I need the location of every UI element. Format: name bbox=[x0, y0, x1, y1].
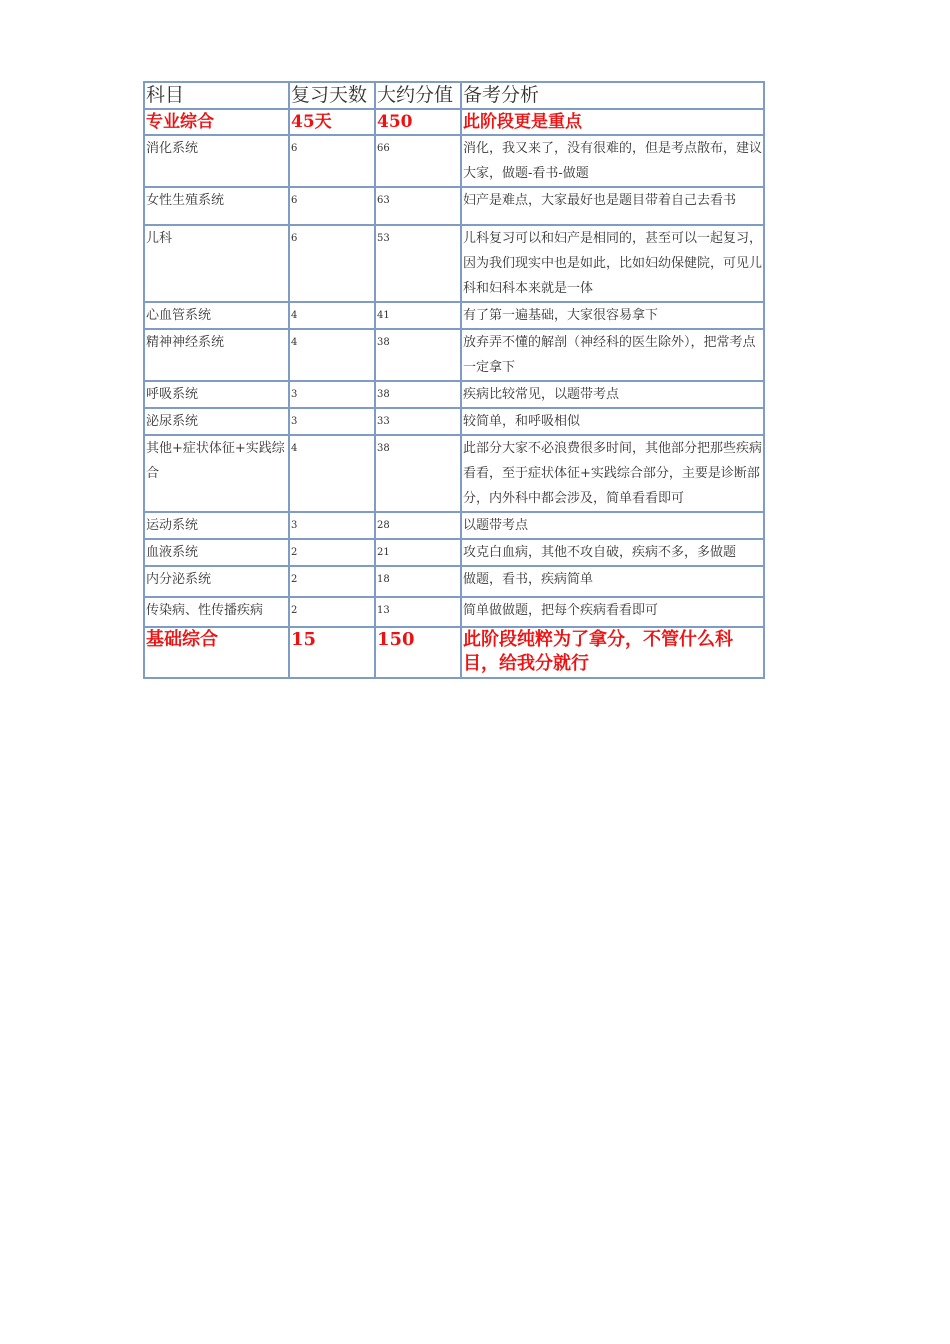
row-score: 53 bbox=[375, 225, 461, 302]
study-plan-table bbox=[143, 81, 765, 679]
row-subject: 血液系统 bbox=[144, 539, 289, 566]
table-header-row bbox=[144, 82, 764, 109]
table-row bbox=[144, 381, 764, 408]
table-row bbox=[144, 225, 764, 302]
section-row-basic bbox=[144, 627, 764, 678]
row-score: 38 bbox=[375, 435, 461, 512]
table-row bbox=[144, 512, 764, 539]
table-row bbox=[144, 566, 764, 597]
row-note: 此部分大家不必浪费很多时间，其他部分把那些疾病看看，至于症状体征+实践综合部分，主要是诊断部分，内外科中都会涉及，简单看看即可 bbox=[461, 435, 764, 512]
row-subject: 呼吸系统 bbox=[144, 381, 289, 408]
row-subject: 心血管系统 bbox=[144, 302, 289, 329]
row-days: 6 bbox=[289, 187, 375, 225]
row-days: 3 bbox=[289, 381, 375, 408]
row-note: 放弃弄不懂的解剖（神经科的医生除外），把常考点一定拿下 bbox=[461, 329, 764, 381]
row-days: 6 bbox=[289, 225, 375, 302]
row-subject: 泌尿系统 bbox=[144, 408, 289, 435]
row-score: 38 bbox=[375, 329, 461, 381]
row-days: 2 bbox=[289, 597, 375, 627]
row-note: 简单做做题，把每个疾病看看即可 bbox=[461, 597, 764, 627]
table-row bbox=[144, 329, 764, 381]
row-days: 4 bbox=[289, 435, 375, 512]
header-score: 大约分值 bbox=[375, 82, 461, 109]
row-note: 攻克白血病，其他不攻自破，疾病不多，多做题 bbox=[461, 539, 764, 566]
section-subject: 基础综合 bbox=[144, 627, 289, 678]
row-days: 3 bbox=[289, 408, 375, 435]
row-note: 有了第一遍基础，大家很容易拿下 bbox=[461, 302, 764, 329]
row-days: 6 bbox=[289, 135, 375, 187]
row-note: 以题带考点 bbox=[461, 512, 764, 539]
row-score: 63 bbox=[375, 187, 461, 225]
table-row bbox=[144, 539, 764, 566]
row-subject: 儿科 bbox=[144, 225, 289, 302]
section-days: 45天 bbox=[289, 109, 375, 135]
row-subject: 其他+症状体征+实践综合 bbox=[144, 435, 289, 512]
section-days: 15 bbox=[289, 627, 375, 678]
section-score: 150 bbox=[375, 627, 461, 678]
table-row bbox=[144, 135, 764, 187]
row-score: 41 bbox=[375, 302, 461, 329]
row-subject: 运动系统 bbox=[144, 512, 289, 539]
row-days: 2 bbox=[289, 566, 375, 597]
table-row bbox=[144, 187, 764, 225]
section-score: 450 bbox=[375, 109, 461, 135]
row-score: 33 bbox=[375, 408, 461, 435]
row-score: 18 bbox=[375, 566, 461, 597]
section-subject: 专业综合 bbox=[144, 109, 289, 135]
row-subject: 传染病、性传播疾病 bbox=[144, 597, 289, 627]
header-subject: 科目 bbox=[144, 82, 289, 109]
row-note: 较简单，和呼吸相似 bbox=[461, 408, 764, 435]
row-note: 疾病比较常见，以题带考点 bbox=[461, 381, 764, 408]
row-note: 儿科复习可以和妇产是相同的，甚至可以一起复习，因为我们现实中也是如此，比如妇幼保健院，可见儿科和妇科本来就是一体 bbox=[461, 225, 764, 302]
table-row bbox=[144, 435, 764, 512]
table-row bbox=[144, 597, 764, 627]
row-subject: 消化系统 bbox=[144, 135, 289, 187]
table-row bbox=[144, 408, 764, 435]
row-days: 4 bbox=[289, 329, 375, 381]
row-score: 66 bbox=[375, 135, 461, 187]
row-score: 28 bbox=[375, 512, 461, 539]
row-days: 2 bbox=[289, 539, 375, 566]
section-row-professional bbox=[144, 109, 764, 135]
row-subject: 女性生殖系统 bbox=[144, 187, 289, 225]
row-days: 3 bbox=[289, 512, 375, 539]
header-days: 复习天数 bbox=[289, 82, 375, 109]
row-score: 21 bbox=[375, 539, 461, 566]
section-note: 此阶段更是重点 bbox=[461, 109, 764, 135]
header-analysis: 备考分析 bbox=[461, 82, 764, 109]
row-note: 妇产是难点，大家最好也是题目带着自己去看书 bbox=[461, 187, 764, 225]
section-note: 此阶段纯粹为了拿分，不管什么科目，给我分就行 bbox=[461, 627, 764, 678]
row-note: 消化，我又来了，没有很难的，但是考点散布，建议大家，做题-看书-做题 bbox=[461, 135, 764, 187]
row-subject: 精神神经系统 bbox=[144, 329, 289, 381]
table-row bbox=[144, 302, 764, 329]
row-days: 4 bbox=[289, 302, 375, 329]
row-score: 13 bbox=[375, 597, 461, 627]
row-score: 38 bbox=[375, 381, 461, 408]
row-subject: 内分泌系统 bbox=[144, 566, 289, 597]
row-note: 做题，看书，疾病简单 bbox=[461, 566, 764, 597]
